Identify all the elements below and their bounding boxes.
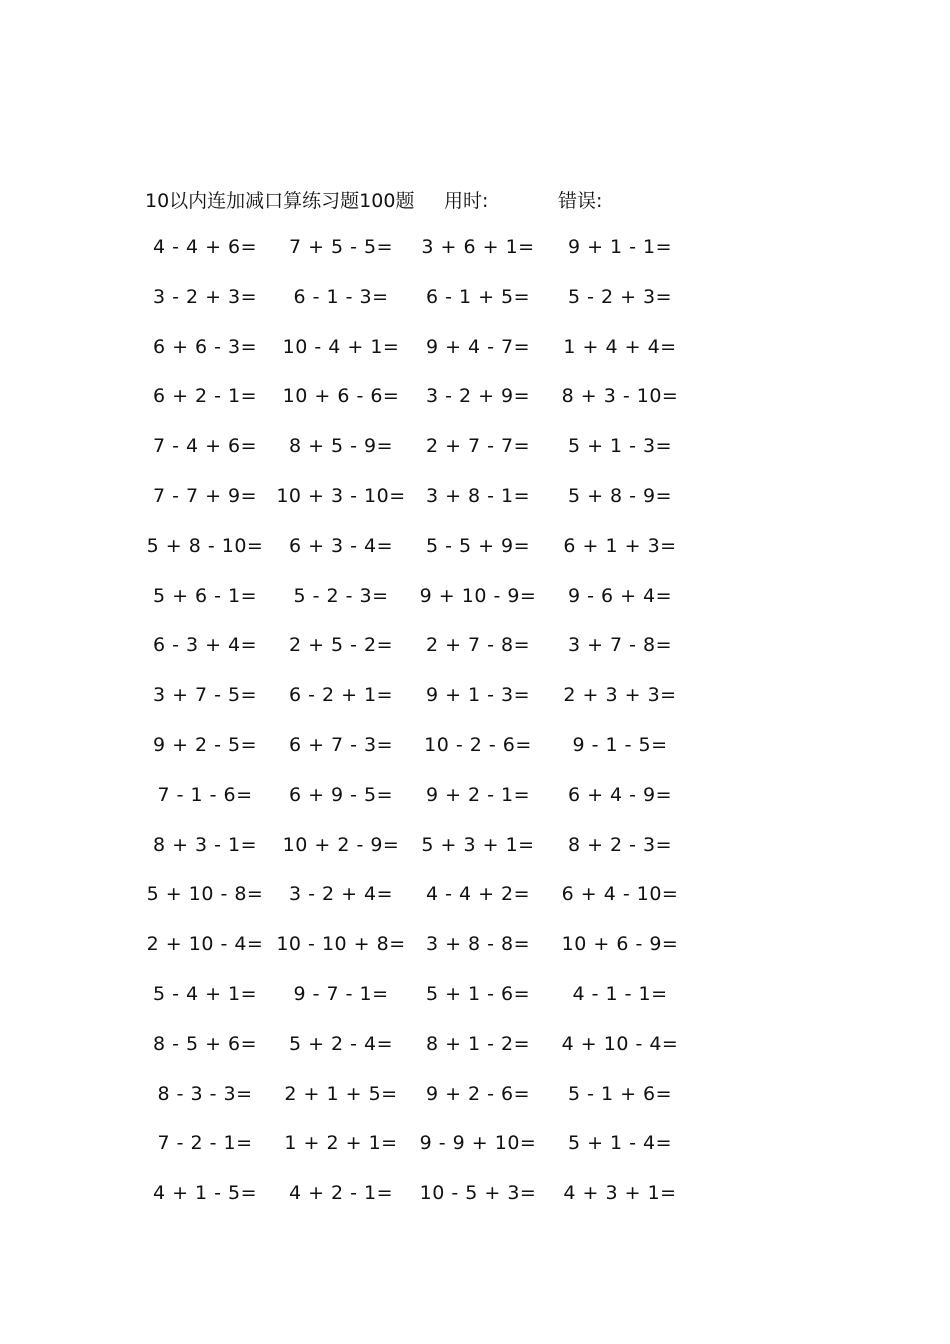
- arithmetic-problem: 9 + 1 - 3=: [425, 684, 531, 707]
- arithmetic-problem: 2 + 7 - 7=: [425, 435, 531, 458]
- arithmetic-problem: 5 + 3 + 1=: [421, 833, 535, 856]
- arithmetic-problem: 3 + 6 + 1=: [421, 236, 535, 258]
- problem-row: [145, 1083, 705, 1133]
- arithmetic-problem: 6 + 3 - 4=: [288, 534, 394, 557]
- arithmetic-problem: 5 - 2 - 3=: [293, 584, 389, 607]
- problem-grid: [145, 236, 705, 1232]
- arithmetic-problem: 4 + 3 + 1=: [563, 1182, 677, 1205]
- arithmetic-problem: 2 + 1 + 5=: [284, 1082, 398, 1105]
- arithmetic-problem: 2 + 5 - 2=: [288, 634, 394, 657]
- arithmetic-problem: 10 - 4 + 1=: [282, 335, 400, 358]
- problem-row: [145, 535, 705, 585]
- arithmetic-problem: 10 + 6 - 9=: [561, 933, 679, 956]
- problem-row: [145, 684, 705, 734]
- arithmetic-problem: 8 + 5 - 9=: [288, 435, 394, 458]
- arithmetic-problem: 4 - 1 - 1=: [572, 982, 668, 1005]
- errors-label: 错误:: [558, 190, 603, 212]
- arithmetic-problem: 9 - 7 - 1=: [293, 982, 389, 1005]
- arithmetic-problem: 2 + 7 - 8=: [425, 634, 531, 657]
- arithmetic-problem: 3 - 2 + 9=: [425, 385, 531, 408]
- arithmetic-problem: 9 + 2 - 6=: [425, 1082, 531, 1105]
- arithmetic-problem: 8 + 2 - 3=: [567, 833, 673, 856]
- arithmetic-problem: 4 - 4 + 2=: [425, 883, 531, 906]
- arithmetic-problem: 8 + 3 - 10=: [561, 385, 679, 408]
- arithmetic-problem: 1 + 4 + 4=: [563, 335, 677, 358]
- problem-row: [145, 634, 705, 684]
- arithmetic-problem: 9 + 10 - 9=: [419, 584, 537, 607]
- problem-row: [145, 1132, 705, 1182]
- arithmetic-problem: 9 - 1 - 5=: [572, 733, 668, 756]
- arithmetic-problem: 5 + 1 - 4=: [567, 1132, 673, 1155]
- problem-row: [145, 933, 705, 983]
- problem-row: [145, 485, 705, 535]
- arithmetic-problem: 6 + 9 - 5=: [288, 783, 394, 806]
- problem-row: [145, 585, 705, 635]
- arithmetic-problem: 10 - 2 - 6=: [424, 733, 532, 756]
- arithmetic-problem: 6 - 1 - 3=: [293, 285, 389, 308]
- arithmetic-problem: 5 + 8 - 9=: [567, 484, 673, 507]
- arithmetic-problem: 7 - 2 - 1=: [157, 1132, 253, 1155]
- arithmetic-problem: 3 + 8 - 1=: [425, 484, 531, 507]
- arithmetic-problem: 9 - 9 + 10=: [419, 1132, 537, 1155]
- arithmetic-problem: 5 + 8 - 10=: [146, 534, 264, 557]
- arithmetic-problem: 5 - 2 + 3=: [567, 285, 673, 308]
- arithmetic-problem: 9 - 6 + 4=: [567, 584, 673, 607]
- arithmetic-problem: 6 + 4 - 10=: [561, 883, 679, 906]
- problem-row: [145, 883, 705, 933]
- arithmetic-problem: 5 - 5 + 9=: [425, 534, 531, 557]
- arithmetic-problem: 6 - 1 + 5=: [425, 285, 531, 308]
- arithmetic-problem: 3 + 8 - 8=: [425, 933, 531, 956]
- arithmetic-problem: 5 - 4 + 1=: [152, 982, 258, 1005]
- arithmetic-problem: 8 - 5 + 6=: [152, 1032, 258, 1055]
- arithmetic-problem: 6 + 2 - 1=: [152, 385, 258, 408]
- arithmetic-problem: 6 - 2 + 1=: [288, 684, 394, 707]
- problem-row: [145, 784, 705, 834]
- problem-row: [145, 1033, 705, 1083]
- arithmetic-problem: 10 + 3 - 10=: [276, 484, 406, 507]
- arithmetic-problem: 7 - 4 + 6=: [152, 435, 258, 458]
- arithmetic-problem: 7 - 7 + 9=: [152, 484, 258, 507]
- arithmetic-problem: 6 + 7 - 3=: [288, 733, 394, 756]
- arithmetic-problem: 1 + 2 + 1=: [284, 1132, 398, 1155]
- arithmetic-problem: 5 + 6 - 1=: [152, 584, 258, 607]
- arithmetic-problem: 8 - 3 - 3=: [157, 1082, 253, 1105]
- arithmetic-problem: 10 - 5 + 3=: [419, 1182, 537, 1205]
- arithmetic-problem: 10 + 6 - 6=: [282, 385, 400, 408]
- arithmetic-problem: 5 + 1 - 3=: [567, 435, 673, 458]
- problem-row: [145, 983, 705, 1033]
- arithmetic-problem: 3 - 2 + 4=: [288, 883, 394, 906]
- arithmetic-problem: 4 + 10 - 4=: [561, 1032, 679, 1055]
- problem-row: [145, 286, 705, 336]
- problem-row: [145, 385, 705, 435]
- arithmetic-problem: 6 + 6 - 3=: [152, 335, 258, 358]
- problem-row: [145, 734, 705, 784]
- arithmetic-problem: 6 + 1 + 3=: [563, 534, 677, 557]
- arithmetic-problem: 9 + 2 - 1=: [425, 783, 531, 806]
- arithmetic-problem: 4 + 1 - 5=: [152, 1182, 258, 1205]
- worksheet-title: 10以内连加减口算练习题100题: [145, 190, 415, 212]
- arithmetic-problem: 10 + 2 - 9=: [282, 833, 400, 856]
- arithmetic-problem: 5 + 1 - 6=: [425, 982, 531, 1005]
- arithmetic-problem: 6 + 4 - 9=: [567, 783, 673, 806]
- arithmetic-problem: 4 - 4 + 6=: [152, 236, 258, 258]
- problem-row: [145, 435, 705, 485]
- problem-row: [145, 1182, 705, 1232]
- arithmetic-problem: 9 + 4 - 7=: [425, 335, 531, 358]
- arithmetic-problem: 9 + 1 - 1=: [567, 236, 673, 258]
- problem-row: [145, 834, 705, 884]
- arithmetic-problem: 2 + 10 - 4=: [146, 933, 264, 956]
- arithmetic-problem: 7 - 1 - 6=: [157, 783, 253, 806]
- arithmetic-problem: 5 + 2 - 4=: [288, 1032, 394, 1055]
- arithmetic-problem: 10 - 10 + 8=: [276, 933, 406, 956]
- arithmetic-problem: 5 + 10 - 8=: [146, 883, 264, 906]
- arithmetic-problem: 4 + 2 - 1=: [288, 1182, 394, 1205]
- time-used-label: 用时:: [444, 190, 489, 212]
- arithmetic-problem: 3 - 2 + 3=: [152, 285, 258, 308]
- arithmetic-problem: 9 + 2 - 5=: [152, 733, 258, 756]
- problem-row: [145, 236, 705, 286]
- problem-row: [145, 336, 705, 386]
- arithmetic-problem: 6 - 3 + 4=: [152, 634, 258, 657]
- arithmetic-problem: 8 + 1 - 2=: [425, 1032, 531, 1055]
- arithmetic-problem: 5 - 1 + 6=: [567, 1082, 673, 1105]
- arithmetic-problem: 3 + 7 - 8=: [567, 634, 673, 657]
- arithmetic-problem: 2 + 3 + 3=: [563, 684, 677, 707]
- arithmetic-problem: 3 + 7 - 5=: [152, 684, 258, 707]
- arithmetic-problem: 7 + 5 - 5=: [288, 236, 394, 258]
- arithmetic-problem: 8 + 3 - 1=: [152, 833, 258, 856]
